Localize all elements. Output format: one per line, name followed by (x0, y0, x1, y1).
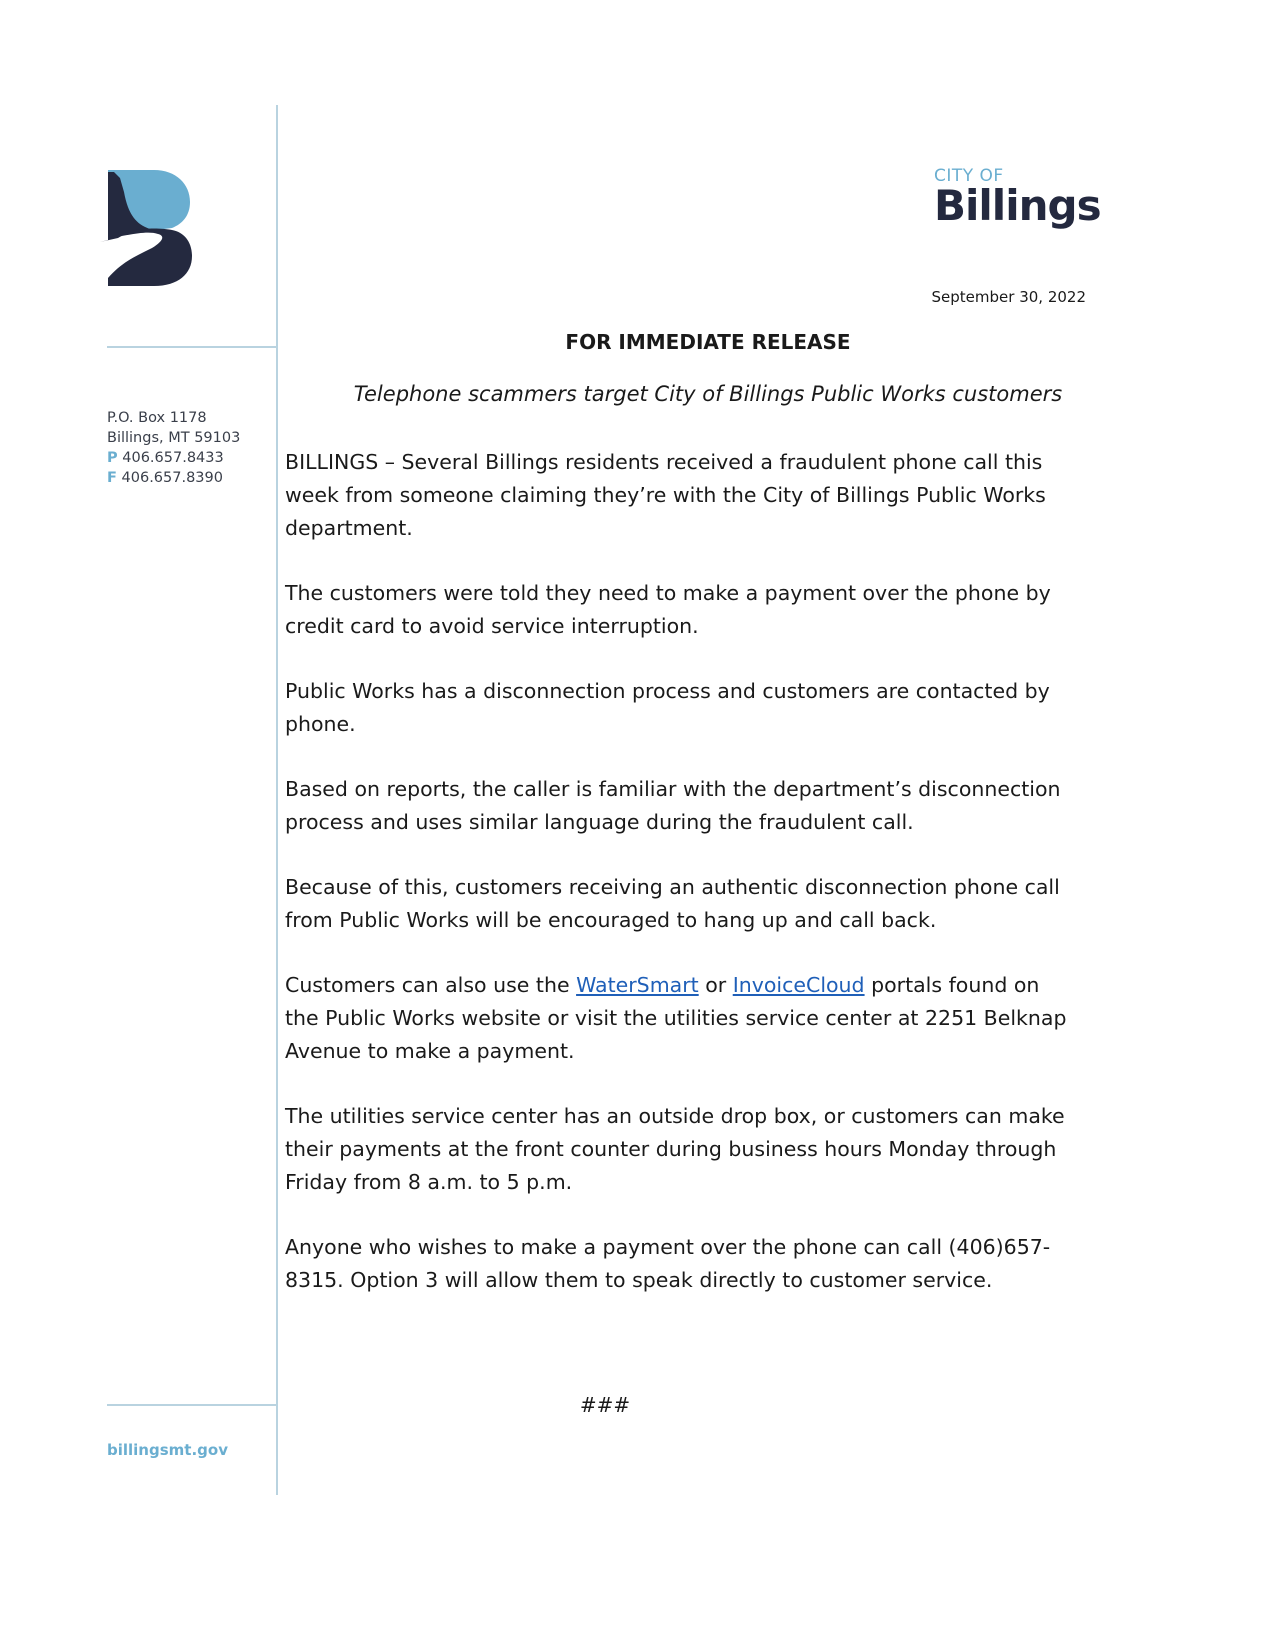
release-date: September 30, 2022 (931, 288, 1086, 306)
fax-value: 406.657.8390 (121, 470, 223, 486)
paragraph: Public Works has a disconnection process and customers are contacted by phone. (285, 679, 1050, 736)
invoicecloud-link[interactable]: InvoiceCloud (732, 973, 865, 997)
wordmark-billings: Billings (934, 181, 1101, 230)
paragraph: Based on reports, the caller is familiar with the department’s disconnection process and uses similar language during the fraudulent call. (285, 777, 1061, 834)
fax-label: F (107, 470, 117, 486)
text: or (698, 973, 733, 997)
headline: Telephone scammers target City of Billings Public Works customers (353, 382, 1063, 406)
end-mark: ### (579, 1393, 631, 1417)
address-city: Billings, MT 59103 (107, 430, 241, 446)
mailing-address (107, 408, 240, 488)
paragraph: The customers were told they need to make a payment over the phone by credit card to avoid service interruption. (285, 581, 1051, 638)
phone-label: P (107, 450, 118, 466)
paragraph-payment-portals (285, 969, 1075, 1068)
website-link[interactable]: billingsmt.gov (107, 1441, 228, 1459)
watersmart-link[interactable]: WaterSmart (576, 973, 699, 997)
sidebar-rule-top (107, 346, 277, 348)
fax-number (107, 468, 240, 488)
sidebar-rule-bottom (107, 1404, 277, 1406)
address-po-box: P.O. Box 1178 (107, 410, 207, 426)
press-release-body (285, 446, 1075, 1329)
paragraph: Anyone who wishes to make a payment over the phone can call (406)657-8315. Option 3 will allow them to speak directly to customer service. (285, 1235, 1051, 1292)
city-wordmark (934, 166, 1101, 230)
phone-value: 406.657.8433 (122, 450, 224, 466)
paragraph: BILLINGS – Several Billings residents received a fraudulent phone call this week from someone claiming they’re with the City of Billings Public Works department. (285, 450, 1046, 540)
city-logo-icon (96, 168, 196, 288)
wordmark-city-of: CITY OF (934, 166, 1004, 186)
phone-number (107, 448, 240, 468)
text: portals found on the Public Works website or visit the utilities service center at 2251 Belknap Avenue to make a payment. (285, 973, 1067, 1063)
sidebar-divider (276, 105, 278, 1495)
paragraph: Because of this, customers receiving an authentic disconnection phone call from Public Works will be encouraged to hang up and call back. (285, 875, 1060, 932)
release-label: FOR IMMEDIATE RELEASE (565, 330, 851, 354)
paragraph: The utilities service center has an outside drop box, or customers can make their payments at the front counter during business hours Monday through Friday from 8 a.m. to 5 p.m. (285, 1104, 1065, 1194)
text: Customers can also use the (285, 973, 577, 997)
